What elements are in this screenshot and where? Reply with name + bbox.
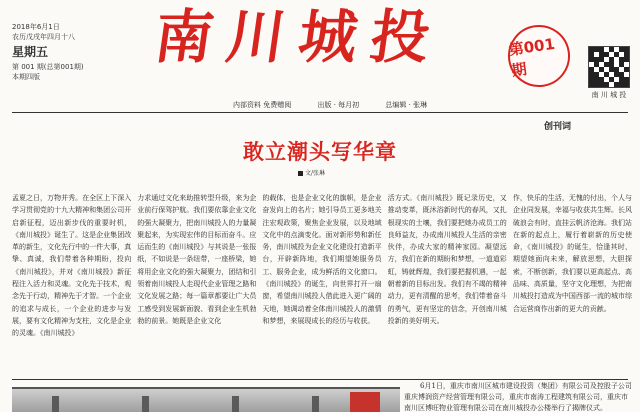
article-headline: 敢立潮头写华章 xyxy=(243,140,397,164)
qr-code-icon xyxy=(588,46,630,88)
header-divider xyxy=(12,112,628,113)
footer-divider xyxy=(12,379,628,380)
issue-seal-stamp: 第001期 xyxy=(504,21,574,91)
article-column: 孟夏之日，万物并秀。在全区上下深入学习贯彻党的十九大精神和集团公司开启新征程，迈出新步伐的重要时机，《南川城投》诞生了。这是企业集团改革的新生，文化先行中的一件大事，真挚、真诚，我们带着各种期盼，投向《南川城投》，并对《南川城投》新征程注入活力和灵魂。文化先于技术，观念先于行动，精神先于才智。一个企业的追求与成长，一个企业的进步与发展，要有文化精神为支柱，文化是企业的灵魂。《南川城投》 xyxy=(12,194,132,338)
article-column: 活方式。《南川城投》既记录历史，又推动变革，既沐浴新时代的春风，又扎根现实的土壤，我们要把她办成员工的良师益友，办成南川城投人生活的亲密伙伴，办成大家的精神家园。凝望远方，我们在新的期盼和梦想，一道道彩虹，铸就辉煌，我们要把握机遇，一起朝着新的目标出发。我们有不竭的精神动力，更有清醒的思考，我们带着奋斗的勇气，更有坚定的信念，开创南川城投新的美好明天。 xyxy=(387,194,507,325)
qr-label: 南 川 城 投 xyxy=(591,91,627,99)
photo-section xyxy=(12,381,632,412)
photo-pillar xyxy=(142,396,149,412)
issue-number: 第 001 期(总第001期) xyxy=(12,63,84,71)
page-count: 本期四版 xyxy=(12,73,40,81)
photo-pillar xyxy=(232,396,239,412)
article-column: 的载体，也是企业文化的旗帜，是企业奋发向上的名片；她引导员工更多地关注宏观政策，聚焦企业发展，以及地域文化中的点滴变化。面对新形势和新任务，南川城投为企业文化建设打造新平台，开辟新阵地，我们期望她服务员工、服务企业，成为鲜活的文化窗口。《南川城投》的诞生，向世界打开一扇窗，希望南川城投人借此进入更广阔的天地，她调动着全体南川城投人的激情和梦想，来展现成长的经历与收获。 xyxy=(262,194,382,325)
issue-meta xyxy=(12,22,132,82)
photo-pillar xyxy=(52,396,59,412)
photo-red-plaque xyxy=(350,392,380,412)
article-column: 力求通过文化来助推转型升级，来为企业前行保驾护航。我们要依靠企业文化的强大凝聚力，把南川城投人的力量凝聚起来，为实现宏伟的目标而奋斗。应运而生的《南川城投》与其说是一张报纸，不如说是一条纽带，一座桥梁，她将用企业文化的强大凝聚力，团结和引领着南川城投人走现代企业管理之路和文化发展之路；每一篇章都要让广大员工感受到发展新面貌、看到企业生机勃勃的前景。她既是企业文化 xyxy=(137,194,257,325)
publisher-note: 内部资料 免费赠阅 xyxy=(233,101,292,109)
issue-date: 2018年6月1日 xyxy=(12,23,60,31)
article-body xyxy=(12,192,632,378)
chief-editor: 总编辑 · 张琳 xyxy=(385,101,428,109)
section-label: 创刊词 xyxy=(544,122,572,132)
newspaper-masthead: 南川城投 xyxy=(150,3,448,71)
photo-caption: 6月1日，重庆市南川区城市建设投资（集团）有限公司及控股子公司重庆博润资产经营管理有限公司，重庆市南涛工程建筑有限公司，重庆市南川区博旺物业管理有限公司在南川城投办公楼举行了揭牌仪式。 xyxy=(404,382,632,412)
lunar-date: 农历戊戌年四月十八 xyxy=(12,33,75,41)
publish-schedule: 出版 · 每月初 xyxy=(317,101,360,109)
article-byline: 文/张琳 xyxy=(298,168,325,177)
unveiling-ceremony-photo xyxy=(12,387,400,412)
weekday: 星期五 xyxy=(12,45,49,59)
publication-info-bar xyxy=(233,100,451,110)
article-column: 作，快乐的生活，无愧的付出，个人与企业同发展，幸福与收获共生辉。长风破浪会有时，直挂云帆济沧海。我们站在新的起点上，履行着崭新的历史使命，《南川城投》的诞生，恰逢其时，期望她面向未来，解放思想，大胆探索，不断创新，我们要以更高起点、高品味、高质量，坚守文化理想，为把南川城投打造成为中国西部一流的城市综合运营商作出新的更大的贡献。 xyxy=(512,194,633,313)
photo-pillar xyxy=(312,396,319,412)
